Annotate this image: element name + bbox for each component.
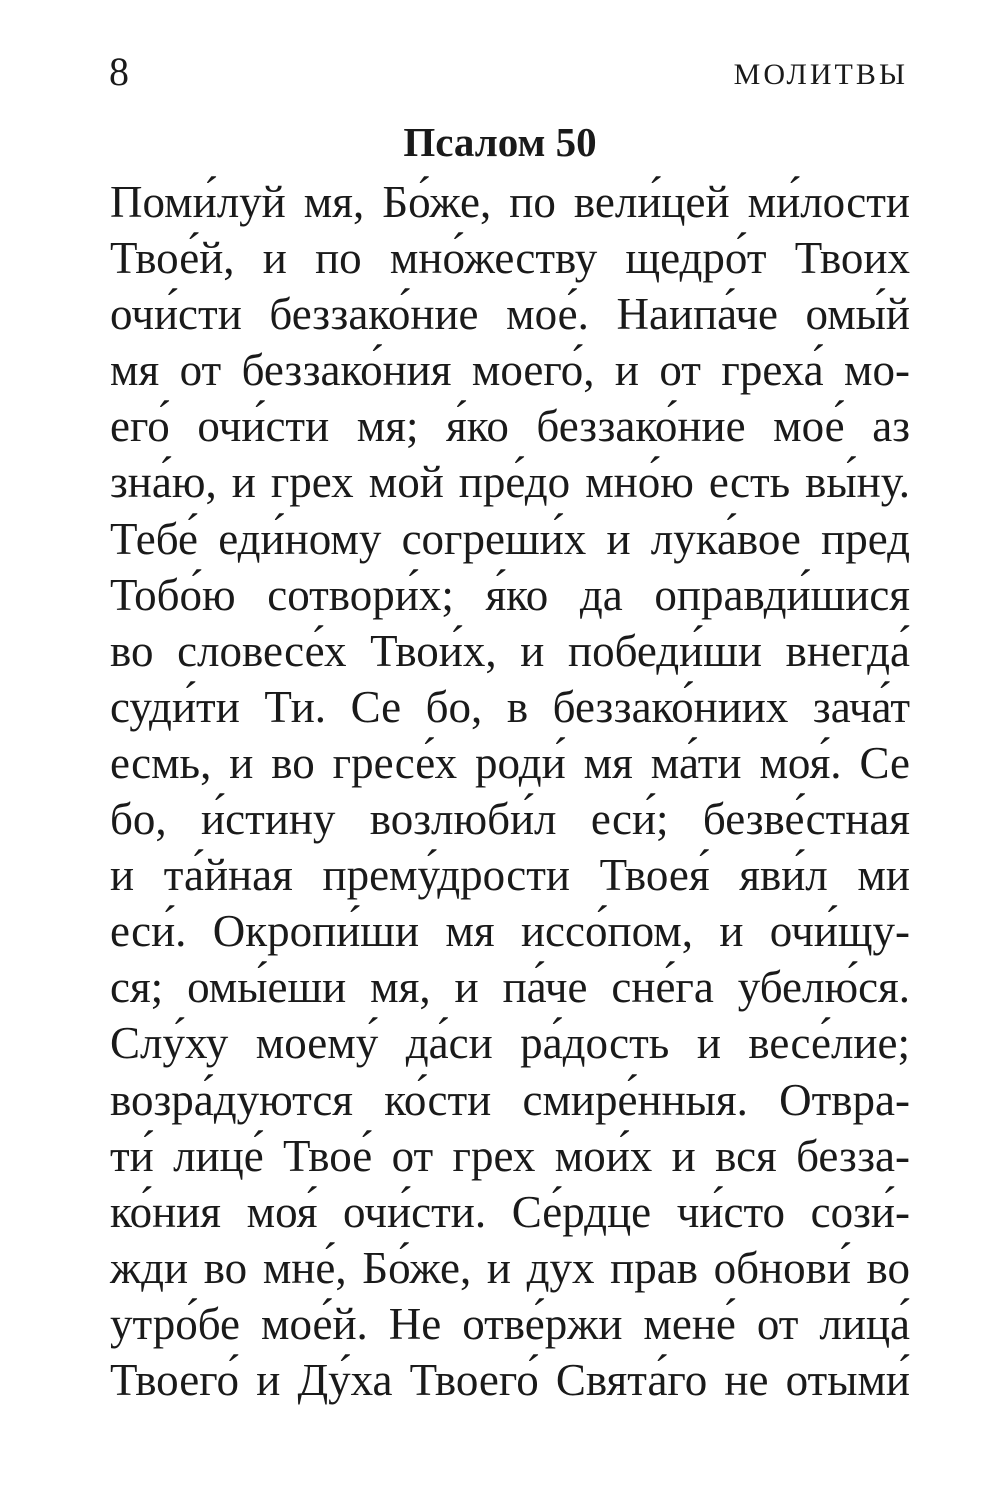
text-line: ко́ния моя́ очи́сти. Се́рдце чи́сто сози́- bbox=[110, 1186, 910, 1237]
text-line: ся; омы́еши мя, и па́че сне́га убелю́ся. bbox=[110, 962, 910, 1013]
text-line: суди́ти Ти. Се бо, в беззако́ниих зача́т bbox=[110, 681, 910, 732]
text-line: ти́ лице́ Твое́ от грех мои́х и вся безза- bbox=[110, 1130, 910, 1181]
psalm-body bbox=[110, 174, 910, 1408]
text-line: жди во мне́, Бо́же, и дух прав обнови́ во bbox=[110, 1242, 910, 1293]
running-head: МОЛИТВЫ bbox=[733, 58, 908, 91]
text-line: и та́йная прему́дрости Твоея́ яви́л ми bbox=[110, 850, 910, 901]
text-line: во словесе́х Твои́х, и победи́ши внегда́ bbox=[110, 625, 910, 676]
text-line: его́ очи́сти мя; я́ко беззако́ние мое́ аз bbox=[110, 401, 910, 452]
text-line: мя от беззако́ния моего́, и от греха́ мо- bbox=[110, 345, 910, 396]
text-line: бо, и́стину возлюби́л еси́; безве́стная bbox=[110, 794, 910, 845]
text-line: Слу́ху моему́ да́си ра́дость и весе́лие; bbox=[110, 1018, 910, 1069]
page-number: 8 bbox=[109, 49, 129, 94]
text-line: еси́. Окропи́ши мя иссо́пом, и очи́щу- bbox=[110, 906, 910, 957]
text-line: очи́сти беззако́ние мое́. Наипа́че омы́й bbox=[110, 289, 910, 340]
text-line: возра́дуются ко́сти смире́нныя. Отвра- bbox=[110, 1074, 910, 1125]
psalm-title: Псалом 50 bbox=[403, 119, 597, 165]
text-line: зна́ю, и грех мой пре́до мно́ю есть вы́ну. bbox=[110, 457, 910, 508]
text-line: утро́бе мое́й. Не отве́ржи мене́ от лица́ bbox=[110, 1298, 910, 1349]
text-line: Твое́й, и по мно́жеству щедро́т Твоих bbox=[110, 233, 910, 284]
text-line: есмь, и во гресе́х роди́ мя ма́ти моя́. Се bbox=[110, 737, 910, 788]
text-line: Твоего́ и Ду́ха Твоего́ Свята́го не отыми́ bbox=[110, 1354, 910, 1405]
text-line: Тобо́ю сотвори́х; я́ко да оправди́шися bbox=[110, 569, 910, 620]
text-line: Тебе́ еди́ному согреши́х и лука́вое пред bbox=[110, 513, 910, 564]
text-line: Поми́луй мя, Бо́же, по вели́цей ми́лости bbox=[110, 177, 910, 227]
